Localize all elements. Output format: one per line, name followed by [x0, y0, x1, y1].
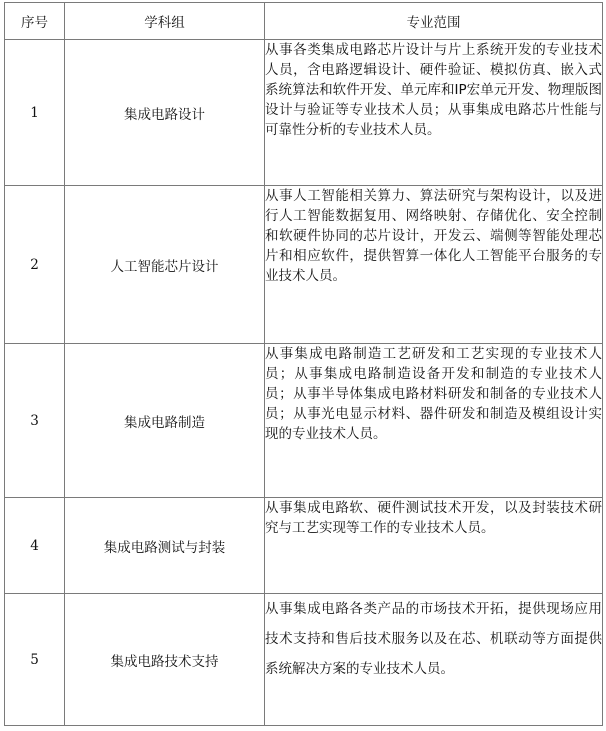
table-row — [5, 40, 603, 186]
row-group: 集成电路测试与封装 — [65, 498, 265, 594]
table-header — [5, 3, 603, 40]
row-group: 集成电路设计 — [65, 40, 265, 186]
header-group: 学科组 — [65, 3, 265, 40]
table-row — [5, 594, 603, 726]
row-number: 3 — [5, 344, 65, 498]
row-number: 1 — [5, 40, 65, 186]
row-scope: 从事人工智能相关算力、算法研究与架构设计，以及进行人工智能数据复用、网络映射、存储优化、安全控制和软硬件协同的芯片设计，开发云、端侧等智能处理芯片和相应软件，提供智算一体化人工智能平台服务的专业技术人员。 — [265, 186, 603, 344]
row-number: 2 — [5, 186, 65, 344]
table-row — [5, 498, 603, 594]
specialty-table — [4, 2, 603, 726]
row-group: 人工智能芯片设计 — [65, 186, 265, 344]
header-no: 序号 — [5, 3, 65, 40]
row-number: 4 — [5, 498, 65, 594]
table-row — [5, 344, 603, 498]
header-row — [5, 3, 603, 40]
row-number: 5 — [5, 594, 65, 726]
header-scope: 专业范围 — [265, 3, 603, 40]
row-scope: 从事集成电路各类产品的市场技术开拓，提供现场应用技术支持和售后技术服务以及在芯、机联动等方面提供系统解决方案的专业技术人员。 — [265, 594, 603, 726]
row-group: 集成电路技术支持 — [65, 594, 265, 726]
table-body — [5, 40, 603, 726]
row-scope: 从事各类集成电路芯片设计与片上系统开发的专业技术人员，含电路逻辑设计、硬件验证、模拟仿真、嵌入式系统算法和软件开发、单元库和IP宏单元开发、物理版图设计与验证等专业技术人员；从事集成电路芯片性能与可靠性分析的专业技术人员。 — [265, 40, 603, 186]
row-scope: 从事集成电路制造工艺研发和工艺实现的专业技术人员；从事集成电路制造设备开发和制造的专业技术人员；从事半导体集成电路材料研发和制备的专业技术人员；从事光电显示材料、器件研发和制造及模组设计实现的专业技术人员。 — [265, 344, 603, 498]
table-row — [5, 186, 603, 344]
row-group: 集成电路制造 — [65, 344, 265, 498]
row-scope: 从事集成电路软、硬件测试技术开发，以及封装技术研究与工艺实现等工作的专业技术人员。 — [265, 498, 603, 594]
